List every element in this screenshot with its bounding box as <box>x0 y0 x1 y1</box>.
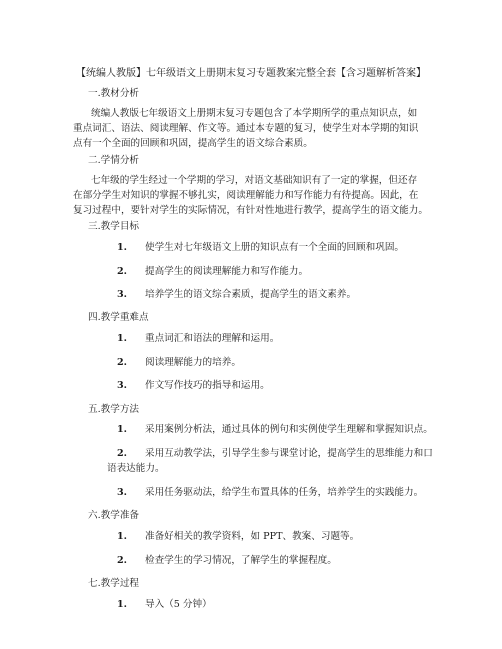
paragraph-line: 重点词汇、语法、阅读理解、作文等。通过本专题的复习，使学生对本学期的知识 <box>73 123 419 134</box>
section-heading-teaching-goals: 三.教学目标 <box>88 221 140 232</box>
paragraph-line: 在部分学生对知识的掌握不够扎实，阅读理解能力和写作能力有待提高。因此，在 <box>73 190 419 201</box>
list-item: 1. 使学生对七年级语文上册的知识点有一个全面的回顾和巩固。 <box>117 242 405 253</box>
list-item: 3. 培养学生的语文综合素质，提高学生的语文素养。 <box>117 289 357 300</box>
section-paragraph-textbook-analysis <box>73 106 438 151</box>
section-heading-teaching-process: 七.教学过程 <box>88 578 140 589</box>
list-item: 1. 采用案例分析法，通过具体的例句和实例使学生理解和掌握知识点。 <box>117 424 433 435</box>
list-item: 2. 采用互动教学法，引导学生参与课堂讨论，提高学生的思维能力和口 <box>117 448 433 459</box>
list-item: 1. 重点词汇和语法的理解和运用。 <box>117 333 280 344</box>
section-heading-teaching-methods: 五.教学方法 <box>88 404 140 415</box>
section-heading-student-analysis: 二.学情分析 <box>88 155 140 166</box>
list-item: 2. 检查学生的学习情况，了解学生的掌握程度。 <box>117 555 337 566</box>
list-item: 2. 提高学生的阅读理解能力和写作能力。 <box>117 266 309 277</box>
section-heading-teaching-preparation: 六.教学准备 <box>88 510 140 521</box>
paragraph-line: 七年级的学生经过一个学期的学习，对语文基础知识有了一定的掌握，但还存 <box>91 175 418 186</box>
section-heading-key-difficulties: 四.教学重难点 <box>88 312 149 323</box>
list-item: 1. 导入（5 分钟） <box>117 599 212 610</box>
list-item: 3. 采用任务驱动法，给学生布置具体的任务，培养学生的实践能力。 <box>117 487 424 498</box>
paragraph-line: 统编人教版七年级语文上册期末复习专题包含了本学期所学的重点知识点，如 <box>91 108 418 119</box>
document-title: 【统编人教版】七年级语文上册期末复习专题教案完整全套【含习题解析答案】 <box>76 68 426 79</box>
section-heading-textbook-analysis: 一.教材分析 <box>88 88 140 99</box>
list-item-continuation: 语表达能力。 <box>107 463 165 474</box>
paragraph-line: 复习过程中，要针对学生的实际情况，有针对性地进行教学，提高学生的语文能力。 <box>73 205 428 216</box>
list-item: 2. 阅读理解能力的培养。 <box>117 357 241 368</box>
section-paragraph-student-analysis <box>73 173 438 218</box>
list-item: 1. 准备好相关的教学资料，如 PPT、教案、习题等。 <box>117 531 360 542</box>
paragraph-line: 点有一个全面的回顾和巩固，提高学生的语文综合素质。 <box>73 138 313 149</box>
list-item: 3. 作文写作技巧的指导和运用。 <box>117 380 270 391</box>
